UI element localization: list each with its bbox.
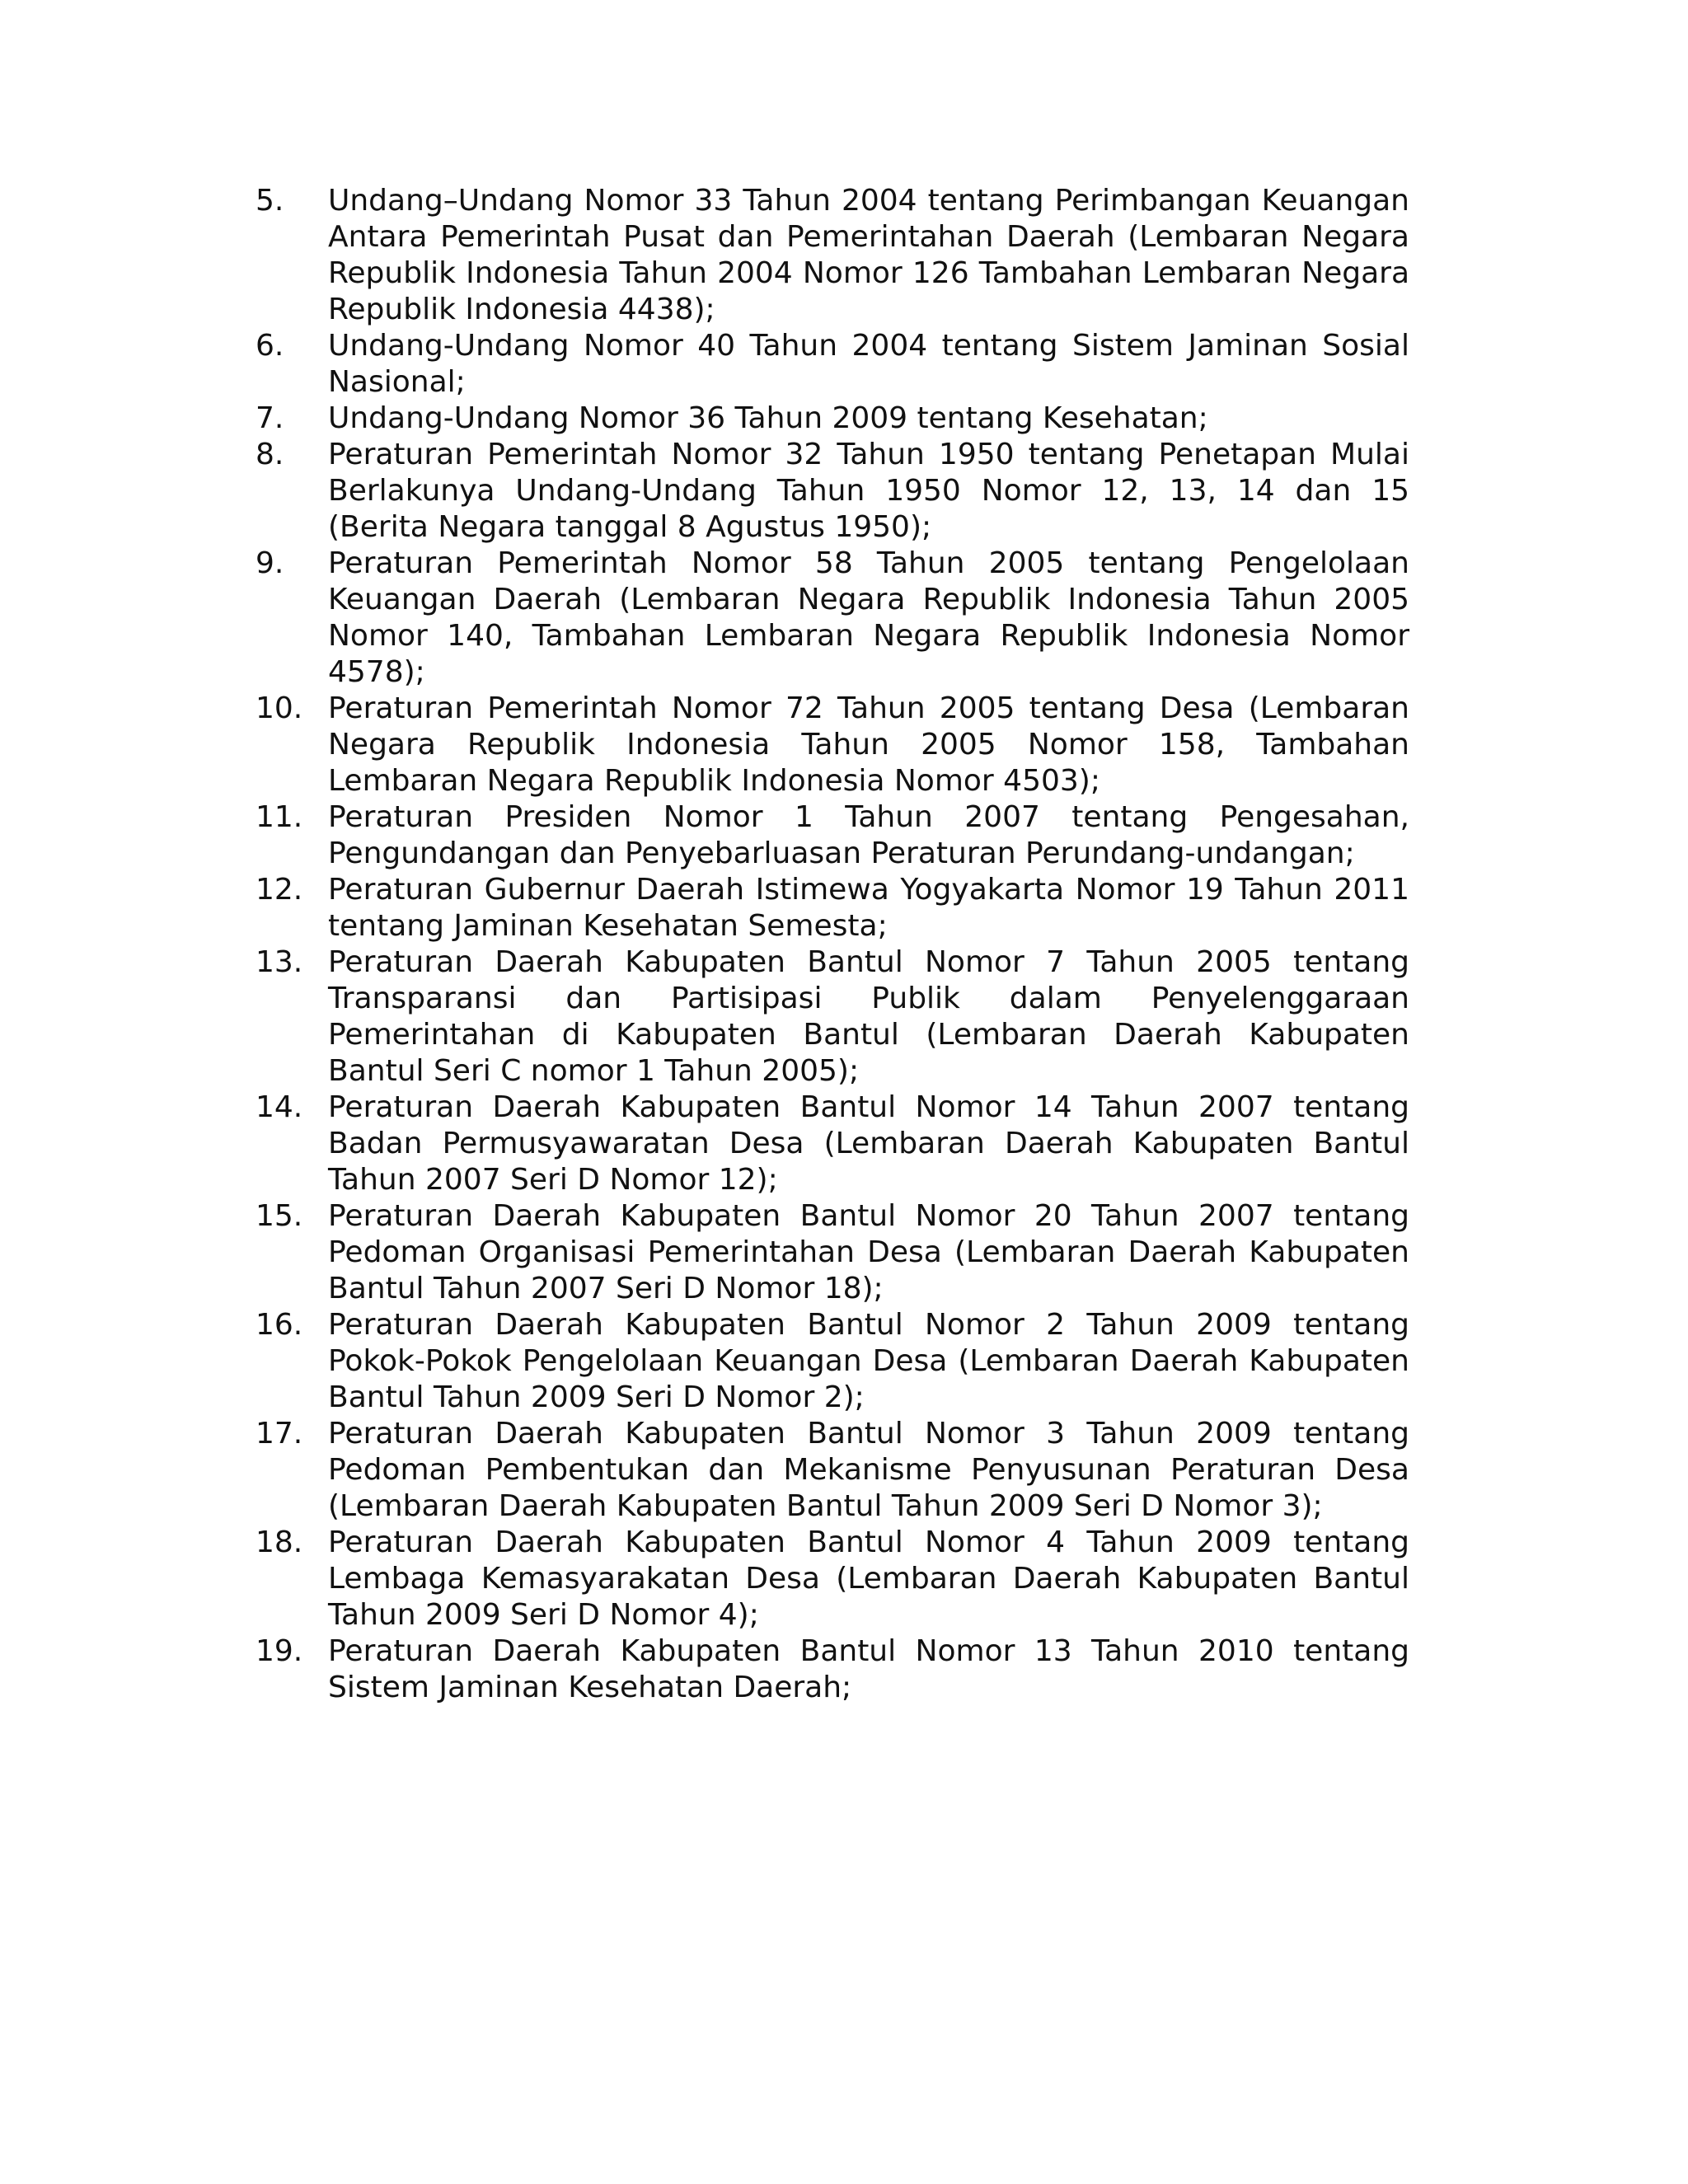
list-item — [256, 799, 1409, 872]
list-item — [256, 1633, 1409, 1706]
list-item-number: 15. — [256, 1199, 303, 1233]
list-item-text: Peraturan Daerah Kabupaten Bantul Nomor 14 Tahun 2007 tentang Badan Permusyawaratan Desa (Lembaran Daerah Kabupaten Bantul Tahun 2007 Seri D Nomor 12); — [328, 1090, 1409, 1197]
list-item — [256, 546, 1409, 691]
list-item-number: 14. — [256, 1090, 303, 1124]
list-item — [256, 1090, 1409, 1198]
list-item-number: 16. — [256, 1308, 303, 1342]
list-item-text: Undang–Undang Nomor 33 Tahun 2004 tentang Perimbangan Keuangan Antara Pemerintah Pusat dan Pemerintahan Daerah (Lembaran Negara Republik Indonesia Tahun 2004 Nomor 126 Tambahan Lembaran Negara Republik Indonesia 4438); — [328, 184, 1409, 326]
list-item-number: 12. — [256, 873, 303, 907]
list-item-text: Undang-Undang Nomor 36 Tahun 2009 tentang Kesehatan; — [328, 401, 1208, 435]
list-item — [256, 401, 1409, 437]
list-item-number: 5. — [256, 184, 284, 218]
list-item — [256, 1525, 1409, 1633]
list-item — [256, 437, 1409, 546]
list-item — [256, 1198, 1409, 1307]
list-item-number: 11. — [256, 800, 303, 834]
list-item-number: 17. — [256, 1417, 303, 1451]
list-item-text: Peraturan Presiden Nomor 1 Tahun 2007 tentang Pengesahan, Pengundangan dan Penyebarluasan Peraturan Perundang-undangan; — [328, 800, 1409, 870]
list-item-text: Peraturan Daerah Kabupaten Bantul Nomor 2 Tahun 2009 tentang Pokok-Pokok Pengelolaan Keuangan Desa (Lembaran Daerah Kabupaten Bantul Tahun 2009 Seri D Nomor 2); — [328, 1308, 1409, 1414]
list-item — [256, 1307, 1409, 1416]
list-item-number: 9. — [256, 546, 284, 580]
list-item-text: Peraturan Pemerintah Nomor 32 Tahun 1950 tentang Penetapan Mulai Berlakunya Undang-Undang Tahun 1950 Nomor 12, 13, 14 dan 15 (Berita Negara tanggal 8 Agustus 1950); — [328, 438, 1409, 544]
legal-reference-list — [256, 183, 1409, 1706]
list-item — [256, 691, 1409, 799]
list-item-number: 13. — [256, 945, 303, 979]
list-item — [256, 1416, 1409, 1525]
list-item-text: Peraturan Pemerintah Nomor 72 Tahun 2005 tentang Desa (Lembaran Negara Republik Indonesia Tahun 2005 Nomor 158, Tambahan Lembaran Negara Republik Indonesia Nomor 4503); — [328, 691, 1409, 798]
list-item — [256, 872, 1409, 944]
list-item-number: 19. — [256, 1634, 303, 1668]
list-item-number: 10. — [256, 691, 303, 725]
list-item-text: Peraturan Pemerintah Nomor 58 Tahun 2005 tentang Pengelolaan Keuangan Daerah (Lembaran Negara Republik Indonesia Tahun 2005 Nomor 140, Tambahan Lembaran Negara Republik Indonesia Nomor 4578); — [328, 546, 1409, 689]
list-item — [256, 944, 1409, 1090]
list-item-number: 7. — [256, 401, 284, 435]
list-item-number: 8. — [256, 438, 284, 471]
list-item-text: Undang-Undang Nomor 40 Tahun 2004 tentang Sistem Jaminan Sosial Nasional; — [328, 329, 1409, 399]
list-item — [256, 328, 1409, 401]
list-item-text: Peraturan Daerah Kabupaten Bantul Nomor 3 Tahun 2009 tentang Pedoman Pembentukan dan Mekanisme Penyusunan Peraturan Desa (Lembaran Daerah Kabupaten Bantul Tahun 2009 Seri D Nomor 3); — [328, 1417, 1409, 1523]
list-item-number: 6. — [256, 329, 284, 363]
list-item-text: Peraturan Daerah Kabupaten Bantul Nomor 13 Tahun 2010 tentang Sistem Jaminan Kesehatan Daerah; — [328, 1634, 1409, 1704]
list-item-text: Peraturan Gubernur Daerah Istimewa Yogyakarta Nomor 19 Tahun 2011 tentang Jaminan Kesehatan Semesta; — [328, 873, 1409, 943]
list-item — [256, 183, 1409, 328]
list-item-text: Peraturan Daerah Kabupaten Bantul Nomor 20 Tahun 2007 tentang Pedoman Organisasi Pemerintahan Desa (Lembaran Daerah Kabupaten Bantul Tahun 2007 Seri D Nomor 18); — [328, 1199, 1409, 1305]
list-item-number: 18. — [256, 1526, 303, 1559]
list-item-text: Peraturan Daerah Kabupaten Bantul Nomor 4 Tahun 2009 tentang Lembaga Kemasyarakatan Desa (Lembaran Daerah Kabupaten Bantul Tahun 2009 Seri D Nomor 4); — [328, 1526, 1409, 1632]
list-item-text: Peraturan Daerah Kabupaten Bantul Nomor 7 Tahun 2005 tentang Transparansi dan Partisipasi Publik dalam Penyelenggaraan Pemerintahan di Kabupaten Bantul (Lembaran Daerah Kabupaten Bantul Seri C nomor 1 Tahun 2005); — [328, 945, 1409, 1088]
